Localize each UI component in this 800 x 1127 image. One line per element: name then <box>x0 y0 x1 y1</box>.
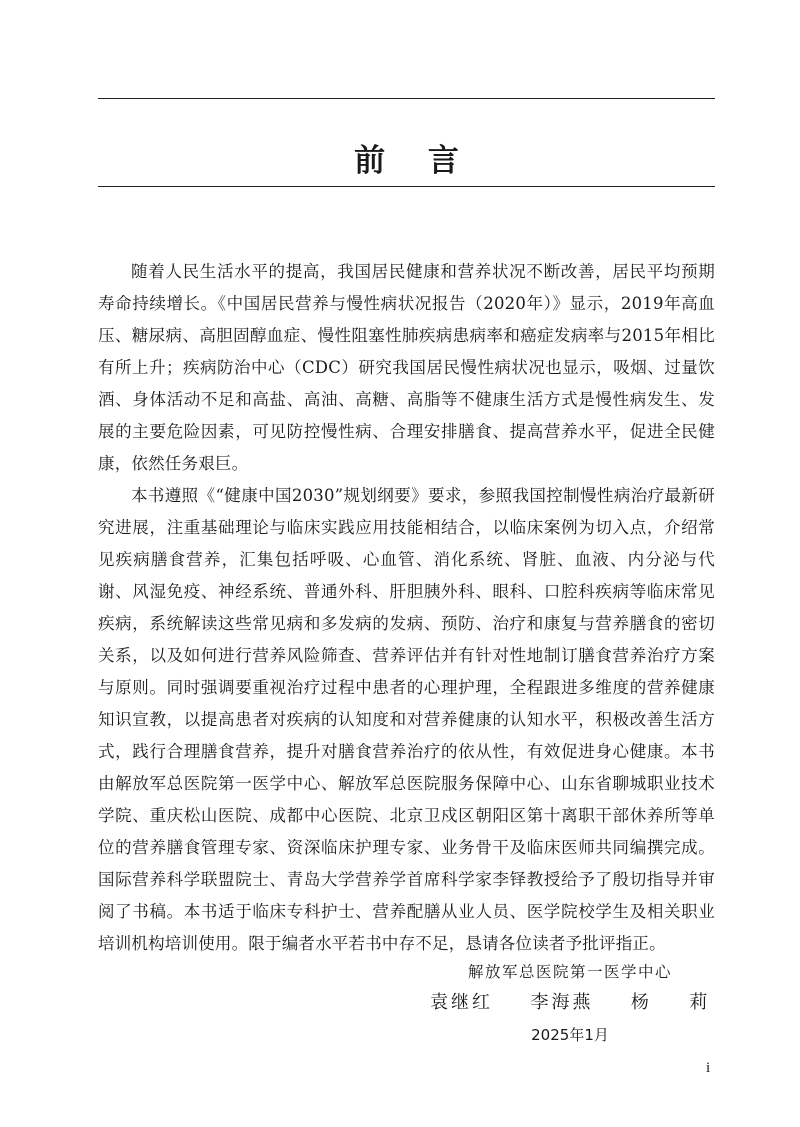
bottom-rule <box>98 186 715 187</box>
preface-paragraph-2: 本书遵照《“健康中国2030”规划纲要》要求，参照我国控制慢性病治疗最新研究进展，注重基础理论与临床实践应用技能相结合，以临床案例为切入点，介绍常见疾病膳食营养，汇集包括呼吸、心血管、消化系统、肾脏、血液、内分泌与代谢、风湿免疫、神经系统、普通外科、肝胆胰外科、眼科、口腔科疾病等临床常见疾病，系统解读这些常见病和多发病的发病、预防、治疗和康复与营养膳食的密切关系，以及如何进行营养风险筛查、营养评估并有针对性地制订膳食营养治疗方案与原则。同时强调要重视治疗过程中患者的心理护理，全程跟进多维度的营养健康知识宣教，以提高患者对疾病的认知度和对营养健康的认知水平，积极改善生活方式，践行合理膳食营养，提升对膳食营养治疗的依从性，有效促进身心健康。本书由解放军总医院第一医学中心、解放军总医院服务保障中心、山东省聊城职业技术学院、重庆松山医院、成都中心医院、北京卫戍区朝阳区第十离职干部休养所等单位的营养膳食管理专家、资深临床护理专家、业务骨干及临床医师共同编撰完成。国际营养科学联盟院士、青岛大学营养学首席科学家李铎教授给予了殷切指导并审阅了书稿。本书适于临床专科护士、营养配膳从业人员、医学院校学生及相关职业培训机构培训使用。限于编者水平若书中存不足，恳请各位读者予批评指正。 <box>98 486 715 953</box>
page-number: i <box>706 1060 711 1076</box>
page-title: 前 言 <box>354 142 475 179</box>
preface-paragraph-1: 随着人民生活水平的提高，我国居民健康和营养状况不断改善，居民平均预期寿命持续增长。《中国居民营养与慢性病状况报告（2020年）》显示，2019年高血压、糖尿病、高胆固醇血症、慢性阻塞性肺疾病患病率和癌症发病率与2015年相比有所上升；疾病防治中心（CDC）研究我国居民慢性病状况也显示，吸烟、过量饮酒、身体活动不足和高盐、高油、高糖、高脂等不健康生活方式是慢性病发生、发展的主要危险因素，可见防控慢性病、合理安排膳食、提高营养水平，促进全民健康，依然任务艰巨。 <box>98 262 715 473</box>
signature-organization: 解放军总医院第一医学中心 <box>467 963 672 981</box>
signature-block <box>430 958 710 1050</box>
signature-authors: 袁继红 李海燕 杨 莉 <box>430 992 711 1013</box>
top-rule <box>98 98 715 99</box>
signature-date: 2025年1月 <box>531 1026 609 1044</box>
preface-body <box>98 256 715 960</box>
